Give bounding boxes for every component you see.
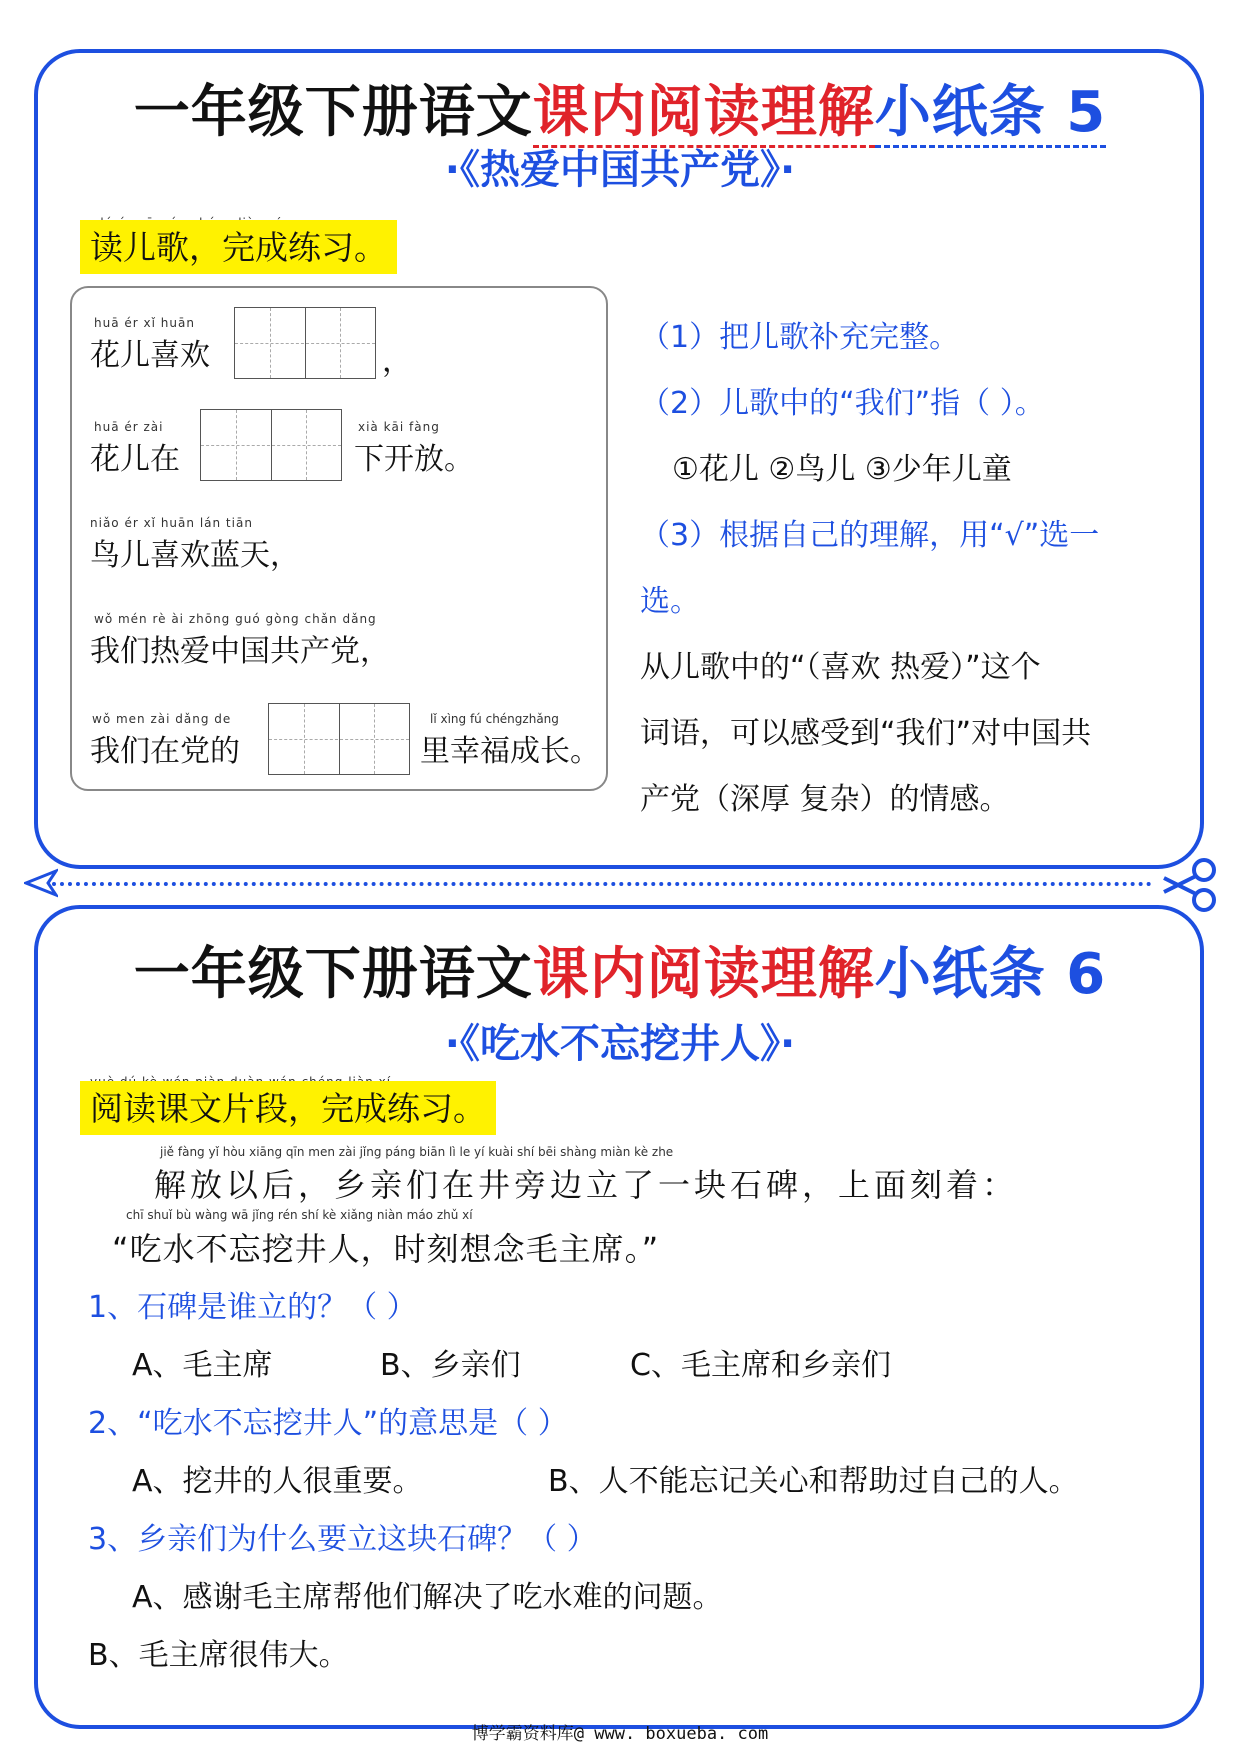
note5-question-3-line3: 产党（深厚 复杂）的情感。 (640, 782, 1010, 817)
poem-line1-comma: ， (382, 344, 412, 379)
poem-line3: 鸟儿喜欢蓝天， (90, 538, 300, 573)
passage-line1-pinyin: jiě fàng yǐ hòu xiāng qīn men zài jǐng páng biān lì le yí kuài shí bēi shàng miàn kè zhe (160, 1145, 674, 1159)
note6-q1-option-b: B、乡亲们 (380, 1348, 521, 1383)
poem-line5-after-pinyin: lǐ xìng fú chéngzhǎng (430, 712, 559, 726)
note6-q1-option-c: C、毛主席和乡亲们 (630, 1348, 891, 1383)
note5-question-3-line2: 词语，可以感受到“我们”对中国共 (640, 716, 1092, 751)
poem-line5: 我们在党的 (90, 734, 240, 769)
note5-subtitle: ·《热爱中国共产党》· (444, 147, 796, 193)
passage-line2: “吃水不忘挖井人，时刻想念毛主席。” (112, 1230, 660, 1268)
poem-line2-pinyin: huā ér zài (94, 420, 164, 434)
cut-line (52, 882, 1152, 886)
poem-line1-pinyin: huā ér xǐ huān (94, 316, 195, 330)
instruction-label: 读儿歌，完成练习。 (80, 220, 397, 274)
note6-q3-option-a: A、感谢毛主席帮他们解决了吃水难的问题。 (132, 1580, 723, 1615)
blank-grid-3[interactable] (268, 703, 410, 775)
poem-line2-after: 下开放。 (354, 442, 474, 477)
note6-q3-option-b: B、毛主席很伟大。 (88, 1638, 349, 1673)
note6-subtitle: ·《吃水不忘挖井人》· (444, 1021, 796, 1067)
poem-line2-after-pinyin: xià kāi fàng (358, 420, 440, 434)
note5-question-3-cont: 选。 (640, 584, 700, 619)
note6-q2-option-a: A、挖井的人很重要。 (132, 1464, 423, 1499)
poem-line1: 花儿喜欢 (90, 338, 210, 373)
poem-line3-pinyin: niǎo ér xǐ huān lán tiān (90, 516, 253, 530)
note5-title: 一年级下册语文课内阅读理解小纸条 5 (0, 68, 1240, 148)
note6-q2-option-b: B、人不能忘记关心和帮助过自己的人。 (548, 1464, 1079, 1499)
note6-q1-option-a: A、毛主席 (132, 1348, 273, 1383)
note5-question-3: （3）根据自己的理解，用“√”选一 (640, 518, 1100, 553)
scissors-icon (1160, 856, 1220, 914)
note6-question-2: 2、“吃水不忘挖井人”的意思是（ ） (88, 1406, 568, 1441)
blank-grid-2[interactable] (200, 409, 342, 481)
passage-line2-pinyin: chī shuǐ bù wàng wā jǐng rén shí kè xiǎng niàn máo zhǔ xí (126, 1208, 473, 1222)
poem-line4-pinyin: wǒ mén rè ài zhōng guó gòng chǎn dǎng (94, 612, 377, 626)
note5-question-3-line1: 从儿歌中的“（喜欢 热爱）”这个 (640, 650, 1041, 685)
note6-question-3: 3、乡亲们为什么要立这块石碑？（ ） (88, 1522, 597, 1557)
instruction2-label: 阅读课文片段，完成练习。 (80, 1081, 496, 1135)
note6-question-1: 1、石碑是谁立的？（ ） (88, 1290, 417, 1325)
note6-title: 一年级下册语文课内阅读理解小纸条 6 (133, 942, 1107, 1007)
note5-question-2-options: ①花儿 ②鸟儿 ③少年儿童 (672, 452, 1012, 487)
poem-line5-pinyin: wǒ men zài dǎng de (92, 712, 232, 726)
footer-watermark: 博学霸资料库@ www. boxueba. com (471, 1724, 769, 1744)
note5-question-2: （2）儿歌中的“我们”指（ ）。 (640, 386, 1045, 421)
poem-line4: 我们热爱中国共产党， (90, 634, 390, 669)
note5-question-1: （1）把儿歌补充完整。 (640, 320, 960, 355)
poem-line5-after: 里幸福成长。 (420, 734, 600, 769)
blank-grid-1[interactable] (234, 307, 376, 379)
passage-line1: 解放以后，乡亲们在井旁边立了一块石碑，上面刻着： (154, 1166, 1019, 1204)
poem-line2: 花儿在 (90, 442, 180, 477)
